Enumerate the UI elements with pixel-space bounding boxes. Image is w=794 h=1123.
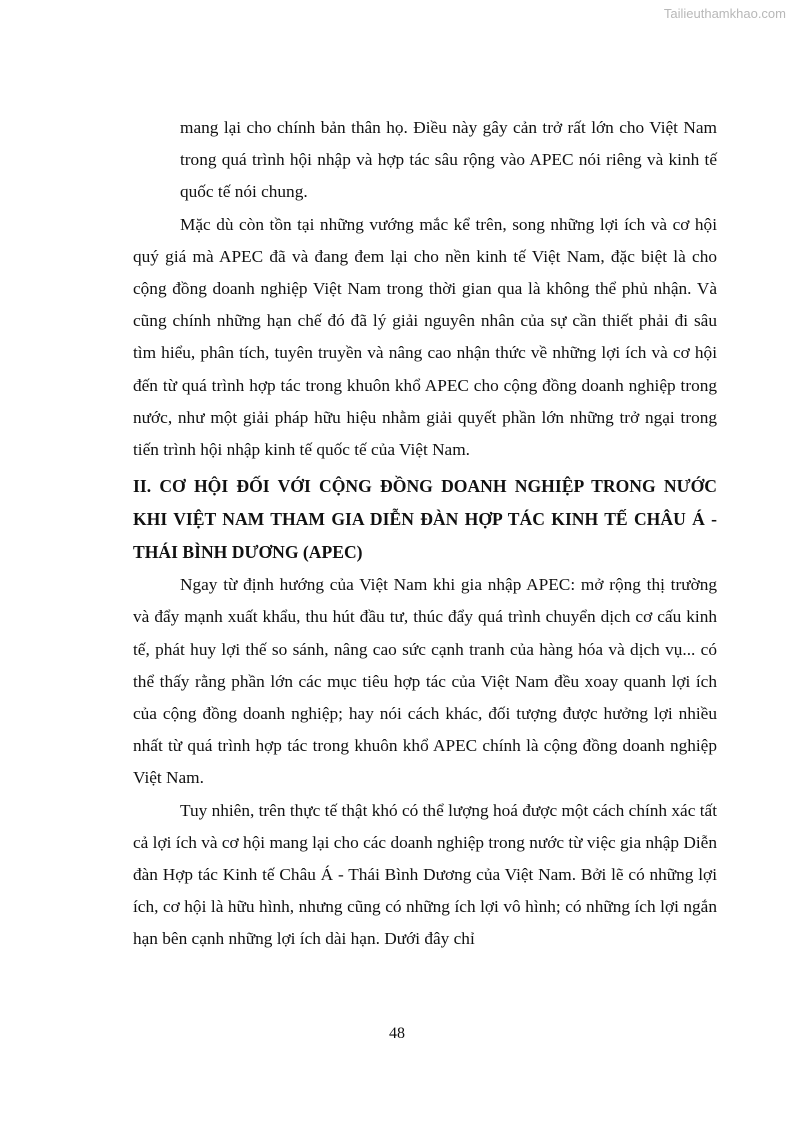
section-heading: II. CƠ HỘI ĐỐI VỚI CỘNG ĐỒNG DOANH NGHIỆP TRONG NƯỚC KHI VIỆT NAM THAM GIA DIỄN ĐÀN HỢP TÁC KINH TẾ CHÂU Á - THÁI BÌNH DƯƠNG (APEC) (133, 476, 717, 563)
page-body (133, 112, 717, 956)
paragraph-benefits: Tuy nhiên, trên thực tế thật khó có thể lượng hoá được một cách chính xác tất cả lợi ích và cơ hội mang lại cho các doanh nghiệp trong nước từ việc gia nhập Diễn đàn Hợp tác Kinh tế Châu Á - Thái Bình Dương của Việt Nam. Bởi lẽ có những lợi ích, cơ hội là hữu hình, nhưng cũng có những ích lợi vô hình; có những ích lợi ngắn hạn bên cạnh những lợi ích dài hạn. Dưới đây chỉ (133, 800, 717, 949)
watermark: Tailieuthamkhao.com (663, 6, 786, 21)
paragraph-obstacles: Mặc dù còn tồn tại những vướng mắc kể trên, song những lợi ích và cơ hội quý giá mà APEC đã và đang đem lại cho nền kinh tế Việt Nam, đặc biệt là cho cộng đồng doanh nghiệp Việt Nam trong thời gian qua là không thể phủ nhận. Và cũng chính những hạn chế đó đã lý giải nguyên nhân của sự cần thiết phải đi sâu tìm hiểu, phân tích, tuyên truyền và nâng cao nhận thức về những lợi ích và cơ hội đến từ quá trình hợp tác trong khuôn khổ APEC cho cộng đồng doanh nghiệp trong nước, như một giải pháp hữu hiệu nhằm giải quyết phần lớn những trở ngại trong tiến trình hội nhập kinh tế quốc tế của Việt Nam. (133, 214, 717, 460)
paragraph-continuation: mang lại cho chính bản thân họ. Điều này gây cản trở rất lớn cho Việt Nam trong quá trình hội nhập và hợp tác sâu rộng vào APEC nói riêng và kinh tế quốc tế nói chung. (180, 118, 717, 202)
page-number: 48 (389, 1025, 405, 1042)
paragraph-orientation: Ngay từ định hướng của Việt Nam khi gia nhập APEC: mở rộng thị trường và đẩy mạnh xuất khẩu, thu hút đầu tư, thúc đẩy quá trình chuyển dịch cơ cấu kinh tế, phát huy lợi thế so sánh, nâng cao sức cạnh tranh của hàng hóa và dịch vụ... có thể thấy rằng phần lớn các mục tiêu hợp tác của Việt Nam đều xoay quanh lợi ích của cộng đồng doanh nghiệp; hay nói cách khác, đối tượng được hưởng lợi nhiều nhất từ quá trình hợp tác trong khuôn khổ APEC chính là cộng đồng doanh nghiệp Việt Nam. (133, 575, 717, 788)
